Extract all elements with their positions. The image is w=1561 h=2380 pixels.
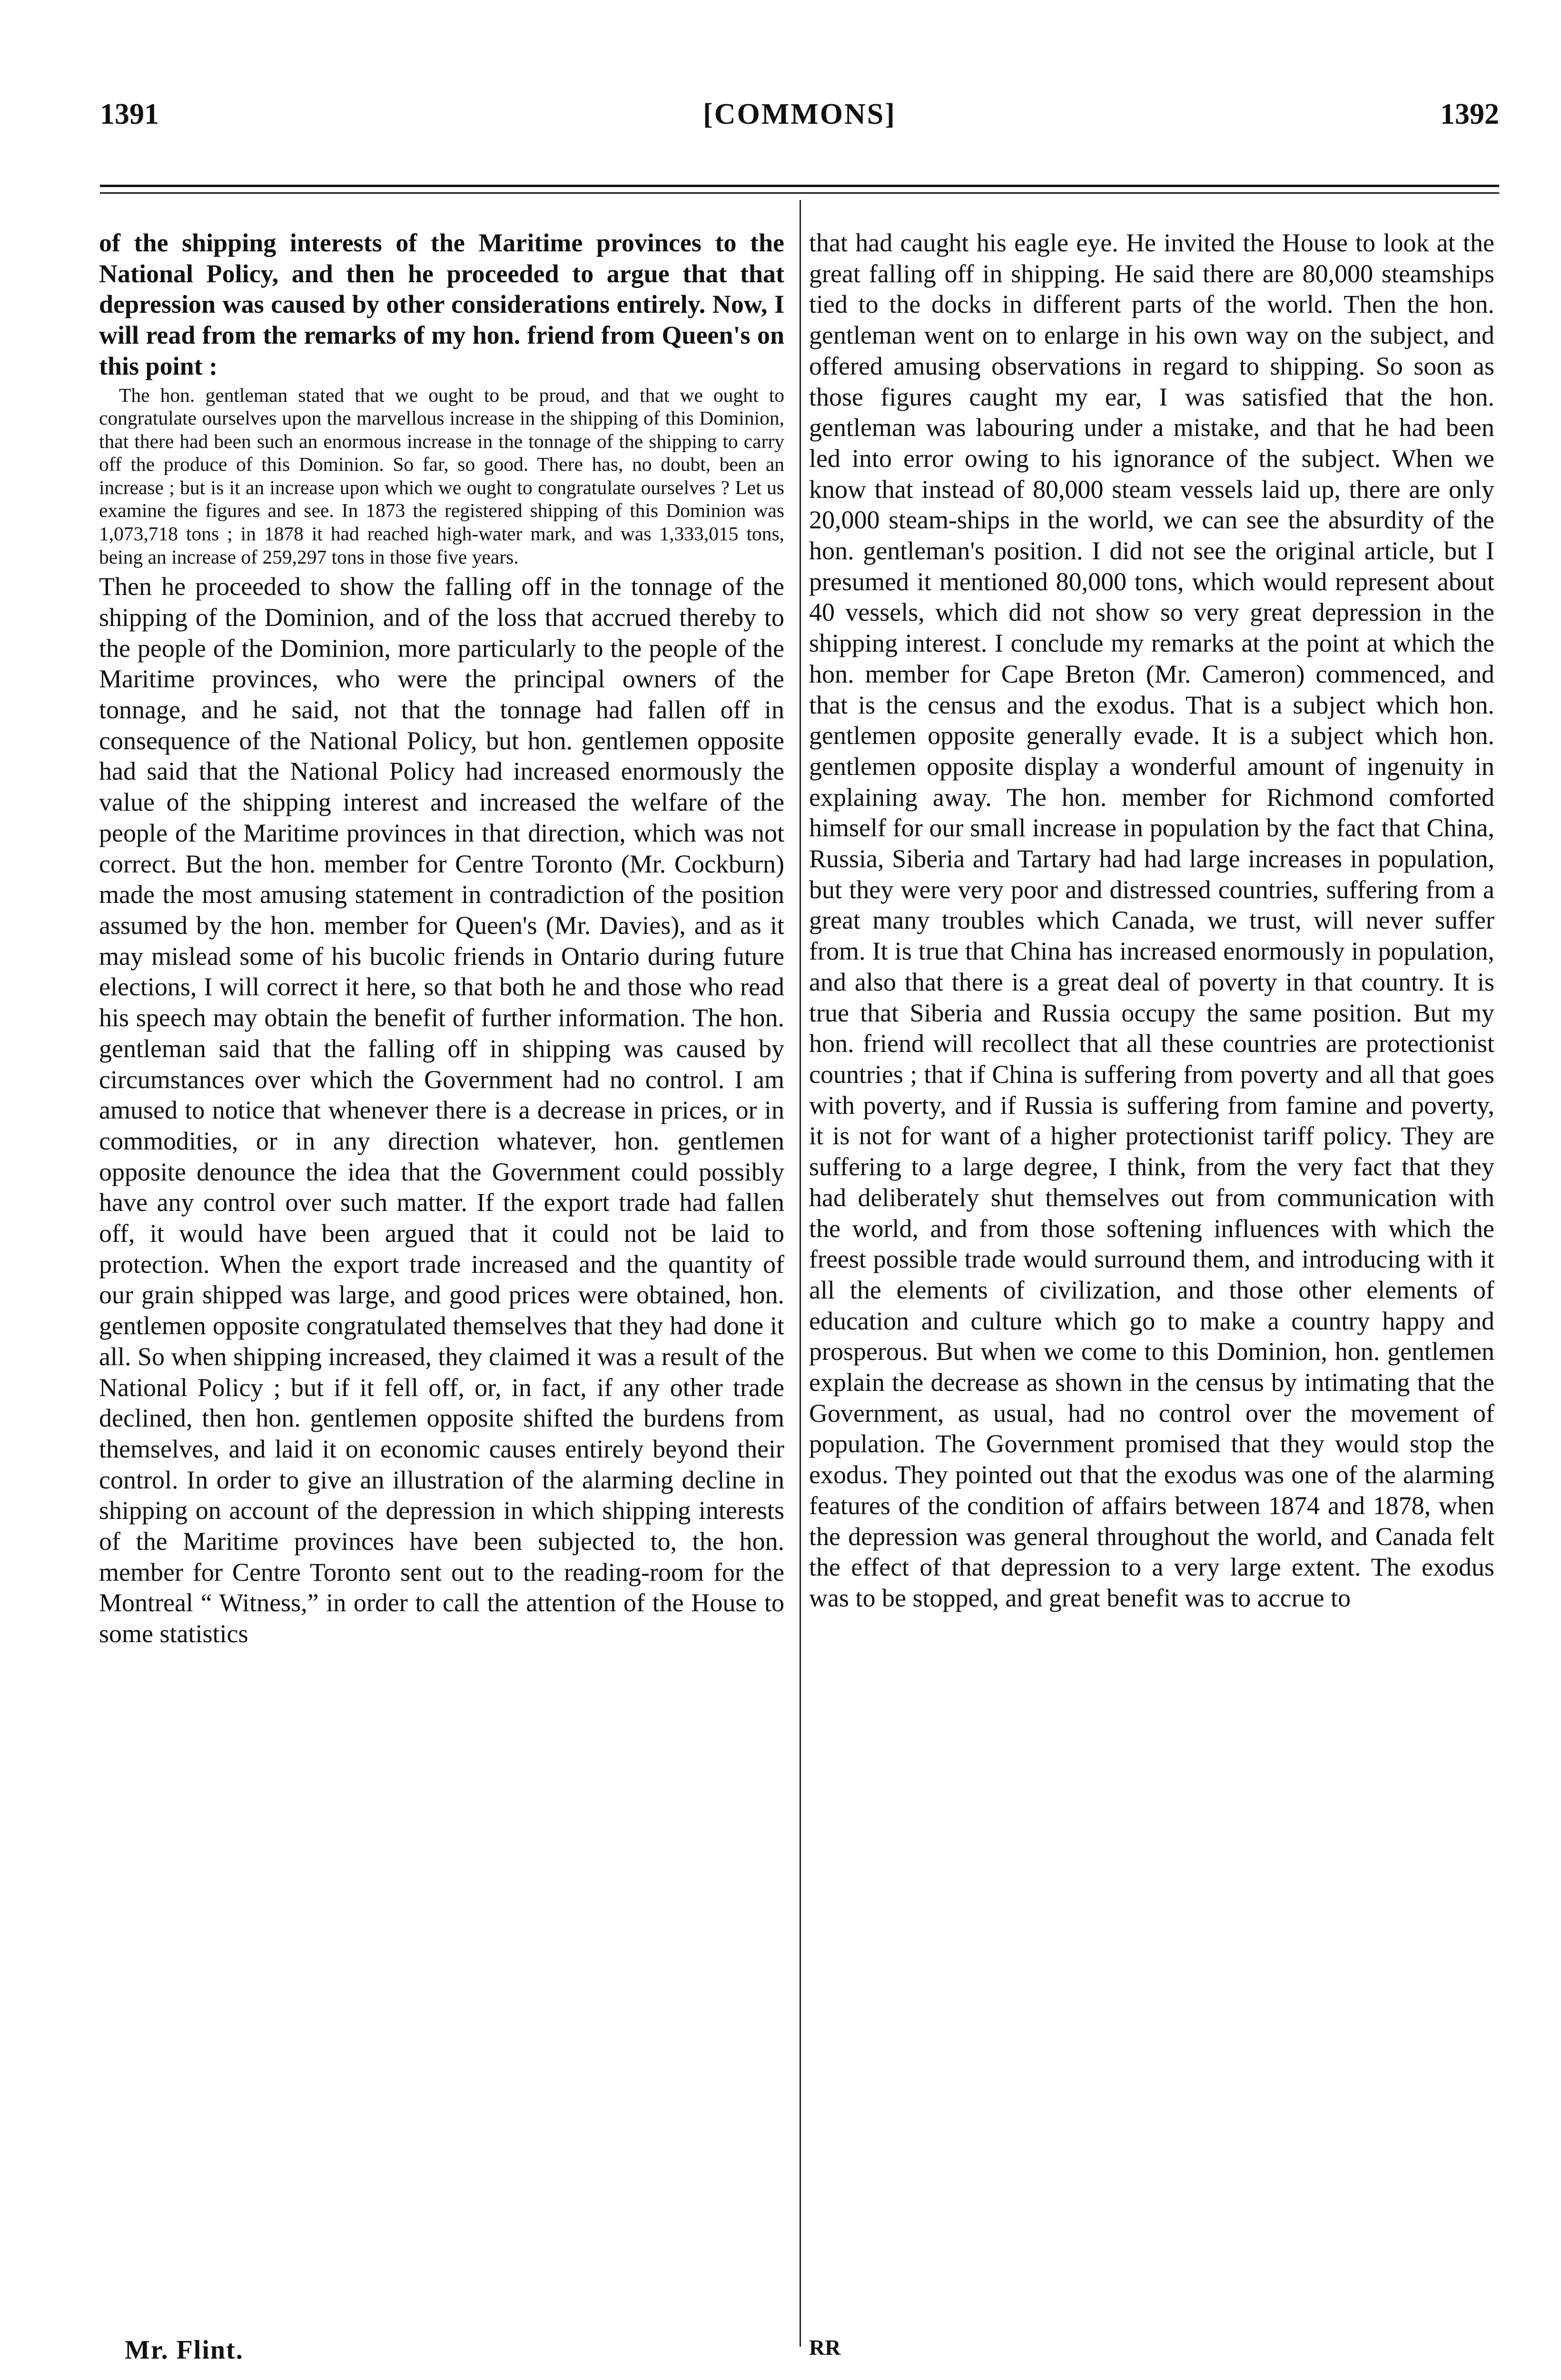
page-number-right: 1392 xyxy=(1440,98,1499,130)
page-number-left: 1391 xyxy=(100,98,159,130)
page-header xyxy=(100,98,1499,140)
header-rule-thick xyxy=(100,185,1499,187)
footer-speaker: Mr. Flint. xyxy=(125,2335,244,2365)
header-rule-thin xyxy=(100,192,1499,194)
left-block-quote: The hon. gentleman stated that we ought to be proud, and that we ought to congratulate ourselves upon the marvellous increase in the shipping of this Dominion, that there had been such an enormous increase in the tonnage of the shipping to carry off the produce of this Dominion. So far, so good. There has, no doubt, been an increase ; but is it an increase upon which we ought to congratulate ourselves ? Let us examine the figures and see. In 1873 the registered shipping of this Dominion was 1,073,718 tons ; in 1878 it had reached high-water mark, and was 1,333,015 tons, being an increase of 259,297 tons in those five years. xyxy=(99,384,784,568)
left-paragraph-2: Then he proceeded to show the falling off in the tonnage of the shipping of the Dominion, and of the loss that accrued thereby to the people of the Dominion, more particularly to the people of the Maritime provinces, who were the principal owners of the tonnage, and he said, not that the tonnage had fallen off in consequence of the National Policy, but hon. gentlemen opposite had said that the National Policy had increased enormously the value of the shipping interest and increased the welfare of the people of the Maritime provinces in that direction, which was not correct. But the hon. member for Centre Toronto (Mr. Cockburn) made the most amusing statement in contradiction of the position assumed by the hon. member for Queen's (Mr. Davies), and as it may mislead some of his bucolic friends in Ontario during future elections, I will correct it here, so that both he and those who read his speech may obtain the benefit of further information. The hon. gentleman said that the falling off in shipping was caused by circumstances over which the Government had no control. I am amused to notice that whenever there is a decrease in prices, or in commodities, or in any direction whatever, hon. gentlemen opposite denounce the idea that the Government could possibly have any control over such matter. If the export trade had fallen off, it would have been argued that it could not be laid to protection. When the export trade increased and the quantity of our grain shipped was large, and good prices were obtained, hon. gentlemen opposite congratulated themselves that they had done it all. So when shipping increased, they claimed it was a result of the National Policy ; but if it fell off, or, in fact, if any other trade declined, then hon. gentlemen opposite shifted the burdens from themselves, and laid it on economic causes entirely beyond their control. In order to give an illustration of the alarming decline in shipping on account of the depression in which shipping interests of the Maritime provinces have been subjected to, the hon. member for Centre Toronto sent out to the reading-room for the Montreal “ Witness,” in order to call the attention of the House to some statistics xyxy=(99,572,784,1648)
left-column xyxy=(99,228,784,1649)
column-divider xyxy=(800,200,801,2347)
footer-signature: RR xyxy=(809,2335,841,2360)
running-head: [COMMONS] xyxy=(703,98,896,130)
right-paragraph-1: that had caught his eagle eye. He invited the House to look at the great falling off in shipping. He said there are 80,000 steamships tied to the docks in different parts of the world. Then the hon. gentleman went on to enlarge in his own way on the subject, and offered amusing observations in regard to shipping. So soon as those figures caught my ear, I was satisfied that the hon. gentleman was labouring under a mistake, and that he had been led into error owing to his ignorance of the subject. When we know that instead of 80,000 steam vessels laid up, there are only 20,000 steam-ships in the world, we can see the absurdity of the hon. gentleman's position. I did not see the original article, but I presumed it mentioned 80,000 tons, which would represent about 40 vessels, which did not show so very great depression in the shipping interest. I conclude my remarks at the point at which the hon. member for Cape Breton (Mr. Cameron) commenced, and that is the census and the exodus. That is a subject which hon. gentlemen opposite generally evade. It is a subject which hon. gentlemen opposite display a wonderful amount of ingenuity in explaining away. The hon. member for Richmond comforted himself for our small increase in population by the fact that China, Russia, Siberia and Tartary had had large increases in population, but they were very poor and distressed countries, suffering from a great many troubles which Canada, we trust, will never suffer from. It is true that China has increased enormously in population, and also that there is a great deal of poverty in that country. It is true that Siberia and Russia occupy the same position. But my hon. friend will recollect that all these countries are protectionist countries ; that if China is suffering from poverty and all that goes with poverty, and if Russia is suffering from famine and poverty, it is not for want of a higher protectionist tariff policy. They are suffering to a large degree, I think, from the very fact that they had deliberately shut themselves out from communication with the world, and from those softening influences with which the freest possible trade would surround them, and introducing with it all the elements of civilization, and those other elements of education and culture which go to make a country happy and prosperous. But when we come to this Dominion, hon. gentlemen explain the decrease as shown in the census by intimating that the Government, as usual, had no control over the movement of population. The Government promised that they would stop the exodus. They pointed out that the exodus was one of the alarming features of the condition of affairs between 1874 and 1878, when the depression was general throughout the world, and Canada felt the effect of that depression to a very large extent. The exodus was to be stopped, and great benefit was to accrue to xyxy=(809,228,1494,1612)
right-column xyxy=(809,228,1494,1614)
left-paragraph-1: of the shipping interests of the Maritime provinces to the National Policy, and then he proceeded to argue that that depression was caused by other considerations entirely. Now, I will read from the remarks of my hon. friend from Queen's on this point : xyxy=(99,228,784,380)
